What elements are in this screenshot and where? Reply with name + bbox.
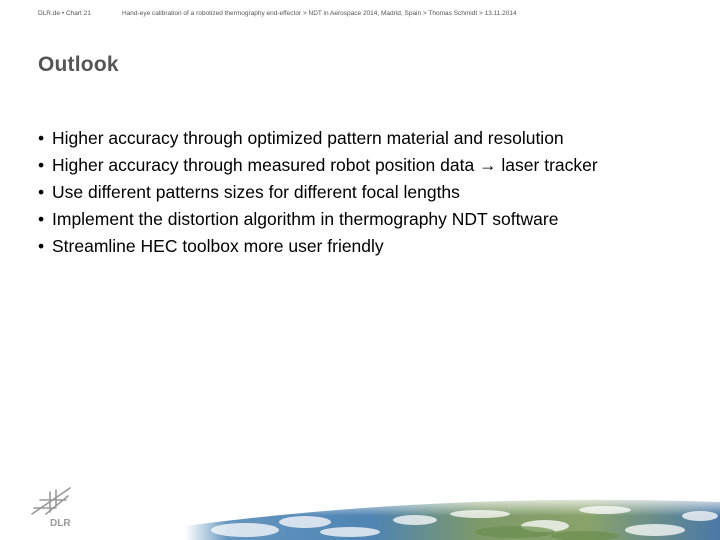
header-site: DLR.de: [38, 10, 61, 17]
dlr-logo-text: DLR: [50, 518, 71, 529]
bullet-text: Implement the distortion algorithm in thermography NDT software: [52, 209, 559, 229]
bullet-item: [38, 233, 598, 260]
header-chart: Chart 21: [65, 10, 91, 17]
bullet-symbol: •: [38, 209, 45, 229]
bullet-symbol: •: [38, 128, 45, 148]
dlr-logo-icon: [26, 484, 76, 530]
earth-banner-graphic: [185, 496, 720, 540]
header-breadcrumb: Hand-eye calibration of a robotized thermography end-effector > NDT in Aerospace 2014, Madrid, Spain > Thomas Schmidt > 13.11.2014: [122, 10, 517, 17]
bullet-text: Use different patterns sizes for different focal lengths: [52, 182, 460, 202]
bullet-text: Streamline HEC toolbox more user friendly: [52, 236, 384, 256]
bullet-symbol: •: [38, 155, 45, 175]
header-meta: [38, 10, 122, 17]
bullet-list: [38, 125, 598, 260]
bullet-item: [38, 152, 598, 179]
dlr-logo-graphic: [26, 484, 76, 530]
header-separator: •: [61, 10, 65, 17]
earth-banner-image: [185, 496, 720, 540]
slide-header: [38, 10, 710, 17]
bullet-text: Higher accuracy through optimized pattern material and resolution: [52, 128, 564, 148]
slide-title: Outlook: [38, 53, 119, 76]
bullet-item: [38, 125, 598, 152]
bullet-symbol: •: [38, 236, 45, 256]
bullet-item: [38, 206, 598, 233]
bullet-item: [38, 179, 598, 206]
bullet-text: Higher accuracy through measured robot position data → laser tracker: [52, 155, 598, 175]
bullet-symbol: •: [38, 182, 45, 202]
